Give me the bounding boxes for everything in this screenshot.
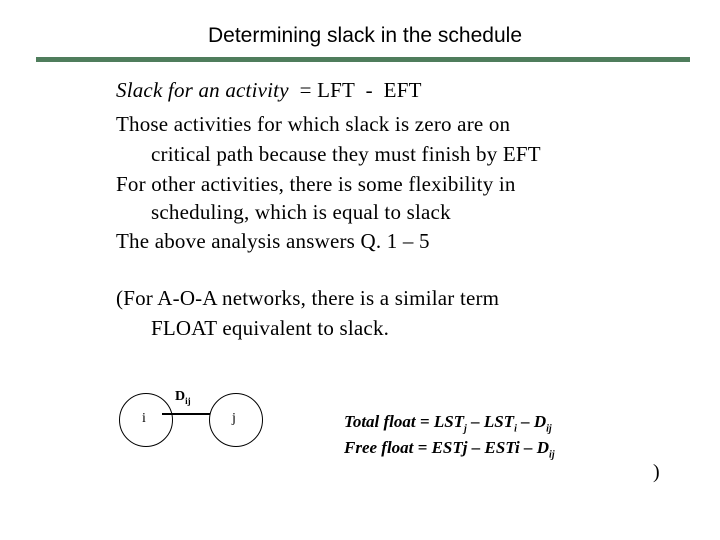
body-line-7: (For A-O-A networks, there is a similar term bbox=[116, 286, 500, 310]
title-underline bbox=[36, 57, 690, 62]
total-float-formula: Total float = $LST_j - LST_i - D_{ij}$ bbox=[344, 412, 552, 435]
arrow-label: $D_{ij}$ bbox=[175, 389, 191, 406]
body-line-3: critical path because they must finish by EFT bbox=[151, 142, 541, 166]
node-i-label: i bbox=[142, 411, 146, 426]
node-j bbox=[209, 393, 263, 447]
slack-term: Slack for an activity bbox=[116, 78, 289, 102]
slack-definition bbox=[116, 78, 422, 103]
slide-title: Determining slack in the schedule bbox=[208, 24, 522, 47]
body-line-8: FLOAT equivalent to slack. bbox=[151, 316, 390, 340]
body-line-4: For other activities, there is some flexibility in bbox=[116, 172, 516, 196]
body-line-6: The above analysis answers Q. 1 – 5 bbox=[116, 229, 430, 253]
stray-paren: ) bbox=[653, 461, 660, 483]
slack-formula: = LFT - EFT bbox=[288, 78, 422, 102]
body-line-5: scheduling, which is equal to slack bbox=[151, 200, 451, 224]
free-float-formula: Free float = ESTj – ESTi – $D_{ij}$ bbox=[344, 438, 555, 461]
body-line-2: Those activities for which slack is zero are on bbox=[116, 112, 511, 136]
node-j-label: j bbox=[232, 411, 236, 426]
